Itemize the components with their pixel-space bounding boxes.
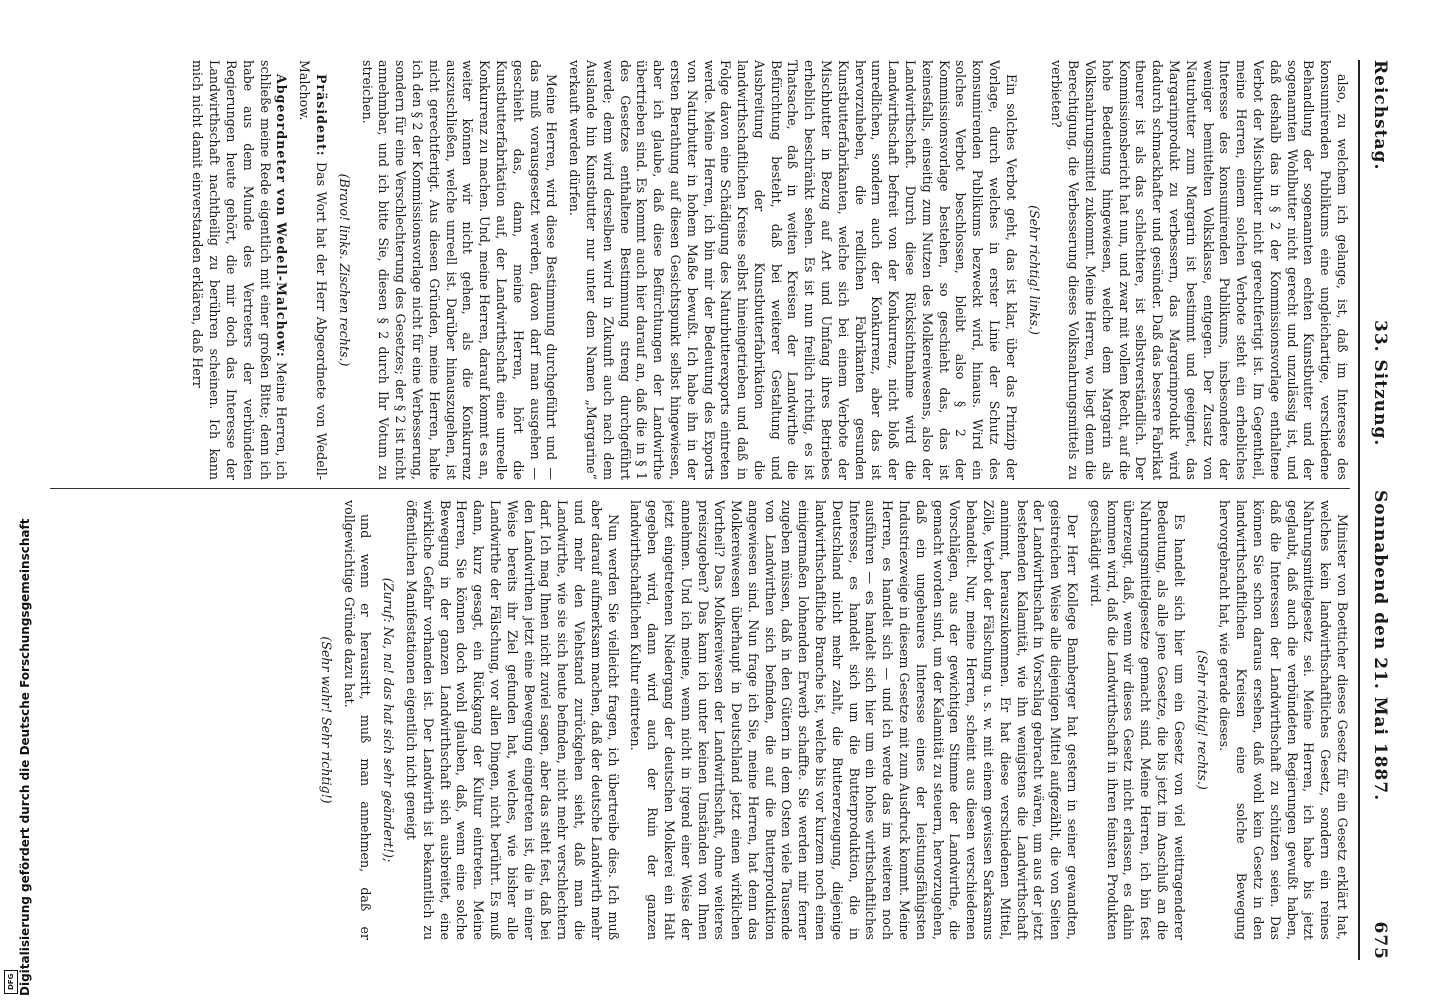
- paragraph: Ein solches Verbot geht, das ist klar, über das Prinzip der Vorlage, durch welches in erster Linie der Schutz des konsumirenden Publikums bezweckt wird, hinaus. Wird ein solches Verbot beschlossen, bleibt also § 2 der Kommissionsvorlage bestehen, so geschieht das, das ist keinesfalls, einseitig zum Nutzen des Molkereiwesens, also der Landwirthschaft. Durch diese Rücksichtnahme wird die Landwirthschaft befreit von der Konkurrenz, nicht bloß der unredlichen, sondern auch der Konkurrenz, aber das ist hervorzuheben, die redlichen Fabrikanten gesunden Kunstbutterfabrikanten, welche sich bei einem Verbote der Mischbutter in Bezug auf Art und Umfang ihres Betriebes erheblich beschränkt sehen. Es ist nun freilich richtig, es ist Thatsache, daß in weiten Kreisen der Landwirthe die Befürchtung besteht, daß bei weiterer Gestaltung und Ausbreitung der Kunstbutterfabrikation die landwirthschaftlichen Kreise selbst hineingetrieben und daß in Folge davon eine Schädigung des Naturbutterexports eintreten werde. Meine Herren, ich bin mir der Bedeutung des Exports von Naturbutter in hohem Maße bewußt. Ich habe ihn in der ersten Berathung auf diesen Gesichtspunkt selbst hingewiesen, aber ich glaube, daß diese Befürchtungen der Landwirthe übertrieben sind. Es kommt auch hier darauf an, daß die in § 1 des Gesetzes enthaltene Bestimmung streng durchgeführt werde; denn wird derselben wird in Zukunft auch nach dem Auslande hin Kunstbutter nur unter dem Namen „Margarine“ verkauft werden dürfen.: [567, 60, 1019, 480]
- interjection: (Sehr richtig! rechts.): [1194, 650, 1210, 790]
- page-header: [1364, 60, 1390, 960]
- header-rule: [1358, 60, 1360, 960]
- header-page-number: 675: [1370, 921, 1390, 960]
- paragraph: Es handelt sich hier um ein Gesetz von viel weittragenderer Bedeutung, als alle jene Gesetze, die bis jetzt im Anschluß an die Nahrungsmittelgesetze gemacht sind. Meine Herren, ich bin fest überzeugt, daß, wenn wir dieses Gesetz nicht erlassen, es dahin kommen wird, daß die Landwirthschaft in ihren feinsten Produkten geschädigt wird.: [1087, 500, 1187, 940]
- paragraph: und wenn er herausritt, muß man annehmen, daß er vollgewichtige Gründe dazu hat.: [341, 500, 374, 940]
- interjection: (Bravo! links. Zischen rechts.): [336, 173, 352, 367]
- interjection: (Sehr wahr! Sehr richtig!): [318, 636, 334, 804]
- header-session: 33. Sitzung.: [1370, 320, 1390, 447]
- dfg-logo-icon: DFG: [4, 970, 18, 994]
- paragraph: also, zu welchem ich gelange, ist, daß im Interesse des konsumirenden Publikums eine ungleichartige, verschiedene Behandlung der sogenannten echten Kunstbutter und der sogenannten Wohlbutter nicht gerecht und unzulässig ist, und daß deshalb das in § 2 der Kommissionsvorlage enthaltene Verbot der Mischbutter nicht gerechtfertigt ist. Im Gegentheil, meine Herren, einem solchen Verbote steht ein erhebliches Interesse des konsumirenden Publikums, insbesondere der weniger bemittelten Volksklasse, entgegen. Der Zusatz von Naturbutter zum Margarin ist bestimmt und geeignet, das Margarinprodukt zu verbessern, das Margarinprodukt wird dadurch schmackhafter und gesünder. Daß das bessere Fabrikat theurer ist als das schlechtere, ist selbstverständlich. Der Kommissionsbericht hat nun, und zwar mit vollem Recht, auf die hohe Bedeutung hingewiesen, welche dem Margarin als Volksnahrungsmittel zukommt. Meine Herren, wo liegt denn die Berechtigung, die Verbesserung dieses Volksnahrungsmittels zu verbieten?: [1049, 60, 1350, 480]
- paragraph: [189, 60, 290, 480]
- header-date: Sonnabend den 21. Mai 1887.: [1370, 490, 1390, 802]
- paragraph: Der Herr Kollege Bamberger hat gestern in seiner gewandten, geistreichen Weise alle diejenigen Mittel aufgezählt, die von Seiten der Landwirthschaft in Vorschlag gebracht wären, um aus der jetzt bestehenden Kalamität, wie ihn wenigstens die Landwirthschaft annimmt, herauszukommen. Er hat diese verschiedenen Mittel, Zölle, Verbot der Fälschung u. s. w. mit einem gewissen Sarkasmus behandelt. Nur, meine Herren, scheint aus diesen verschiedenen Vorschlägen, aus der gewichtigen Stimme der Landwirthe, die gemacht worden sind, um der Kalamität zu steuern, hervorzugehen, daß ein ungeheures Interesse eines der leistungsfähigsten Industriezweige in diesem Gesetze mit zum Ausdruck kommt. Meine Herren, es handelt sich — und ich werde das im weiteren noch ausführen — es handelt sich hier um ein hohes wirthschaftliches Interesse, es handelt sich um die Butterproduktion, die in Deutschland nicht mehr zahlt, die Buttererzeugung, diejenige landwirthschaftliche Branche ist, welche bis vor kurzem noch einen einigermaßen lohnenden Erwerb schaffte. Sie werden mir ferner zugeben müssen, daß in den Gütern in dem Osten viele Tausende von Landwirthen sich befinden, die auf die Butterproduktion angewiesen sind. Nun frage ich Sie, meine Herren, hat denn das Molkereiwesen überhaupt in Deutschland jetzt einen wirklichen Vortheil? Das Molkereiwesen der Landwirthschaft, ohne weiteres preiszugeben? Das kann ich unter keinen Umständen von Ihnen annehmen. Und ich meine, wenn nicht in irgend einer Weise der jetzt eingetretenen Niedergang der deutschen Molkerei ein Halt gegeben wird, dann wird auch der Ruin der ganzen landwirthschaftlichen Kultur eintreten.: [628, 500, 1081, 940]
- interjection: (Sehr richtig! links.): [1026, 205, 1042, 335]
- column-divider: [50, 488, 1350, 489]
- paragraph: Minister von Boetticher dieses Gesetz für ein Gesetz erklärt hat, welches kein landwirthschaftliches Gesetz, sondern ein reines Nahrungsmittelgesetz sei. Meine Herren, ich habe bis jetzt geglaubt, daß auch die verbündeten Regierungen gewußt haben, daß die Interessen der Landwirthschaft zu schützen seien. Das können Sie schon daraus ersehen, daß wohl kein Gesetz in den landwirthschaftlichen Kreisen eine solche Bewegung hervorgebracht hat, wie gerade dieses.: [1217, 500, 1350, 940]
- paragraph: Meine Herren, wird diese Bestimmung durchgeführt und — das muß vorausgesetzt werden, davon darf man ausgehen — geschieht das, dann, meine Herren, hört die Kunstbutterfabrikation auf, der Landwirthschaft eine unreelle Konkurrenz zu machen. Und, meine Herren, darauf kommt es an, weiter können wir nicht gehen, als die Konkurrenz auszuschließen, welche unreell ist. Darüber hinauszugehen, ist nicht gerechtfertigt. Aus diesen Gründen, meine Herren, halte ich den § 2 der Kommissionsvorlage nicht für eine Verbesserung, sondern für eine Verschlechterung des Gesetzes; der § 2 ist nicht annehmbar, und ich bitte Sie, diesen § 2 durch Ihr Votum zu streichen.: [359, 60, 560, 480]
- speech-text: Das Wort hat der Herr Abgeordnete von Wedell-Malchow.: [297, 60, 329, 480]
- paragraph: [295, 60, 329, 480]
- left-text-column: [30, 60, 1350, 480]
- interjection: (Zuruf: Na, na! das hat sich sehr geändert!);: [381, 577, 397, 863]
- speaker-name: Präsident:: [313, 74, 329, 157]
- digitization-note: Digitalisierung gefördert durch die Deutsche Forschungsgemeinschaft: [18, 518, 32, 996]
- right-text-column: [30, 500, 1350, 940]
- header-title: Reichstag.: [1370, 60, 1390, 171]
- speaker-name: Abgeordneter von Wedell-Malchow:: [274, 74, 290, 358]
- paragraph: Nun werden Sie vielleicht fragen, ich übertreibe dies. Ich muß aber darauf aufmerksam machen, daß der deutsche Landwirth mehr und mehr den Viehstand zurückgehen sieht, daß man die Landwirthe, wie sie sich heute befinden, nicht mehr verschlechtern darf. Ich mag Ihnen nicht zuviel sagen, aber das steht fest, daß bei den Landwirthen jetzt eine Bewegung eingetreten ist, die in einer Weise bereits ihr Ziel gefunden hat, welches, wie bisher alle Landwirthe der Fälschung, vor allen Dingen, nicht berührt. Es muß dann, kurz gesagt, ein Rückgang der Kultur eintreten. Meine Herren, Sie können doch wohl glauben, daß, wenn eine solche Bewegung in der ganzen Landwirthschaft sich ausbreitet, eine wirkliche Gefahr vorhanden ist. Der Landwirth ist bekanntlich zu öffentlichen Manifestationen eigentlich nicht geneigt: [403, 500, 621, 940]
- speech-text: Meine Herren, ich schließe meine Rede eigentlich mit einer großen Bitte; denn ich habe aus dem Munde des Vertreters der verbündeten Regierungen heute gehört, die mir doch das Interesse der Landwirthschaft nachtheilig zu berühren scheinen. Ich kann mich nicht damit einverstanden erklären, daß Herr: [190, 60, 290, 480]
